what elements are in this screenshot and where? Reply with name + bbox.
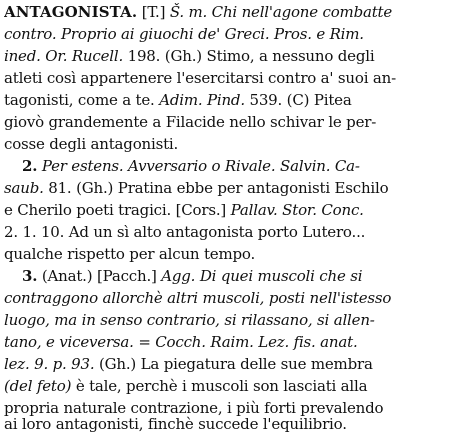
entry-line-12 (4, 242, 465, 266)
entry-line-15 (4, 308, 465, 332)
citation-source: saub. (4, 179, 44, 197)
definition-text: Chi nell'agone combatte (211, 3, 393, 21)
quotation-text: giovò grandemente a Filacide nello schivar le per- (4, 113, 377, 131)
quotation-text: 2. 1. 10. Ad un sì alto antagonista porto Lutero... (4, 223, 366, 241)
quotation-text: atleti così appartenere l'esercitarsi contro a' suoi an- (4, 69, 396, 87)
citation-number: 81. (48, 179, 72, 197)
entry-line-13 (22, 264, 465, 288)
definition-text: contro. Proprio ai giuochi de' Greci. Pros. e Rim. (4, 25, 364, 43)
quotation-text: è tale, perchè i muscoli son lasciati alla (75, 377, 368, 395)
citation-number: 198. (127, 47, 161, 65)
citation-source: ined. Or. Rucell. (4, 47, 124, 65)
quotation-text: qualche rispetto per alcun tempo. (4, 245, 256, 263)
entry-line-9 (4, 176, 465, 200)
definition-text: Agg. Di quei muscoli che si (161, 267, 363, 285)
entry-line-11 (4, 220, 465, 244)
entry-line-16 (4, 330, 465, 354)
source-tag: (C) (286, 91, 310, 109)
definition-text: contraggono allorchè altri muscoli, posti nell'istesso (4, 289, 392, 307)
quotation-gloss: (del feto) (4, 377, 72, 395)
quotation-text: ai loro antagonisti, finchè succede l'equilibrio. (4, 415, 347, 433)
entry-line-14 (4, 286, 465, 310)
entry-line-8 (22, 154, 465, 178)
separator-mark: = (138, 333, 151, 351)
quotation-text: Pratina ebbe per antagonisti Eschilo (117, 179, 389, 197)
quotation-text: Pitea (313, 91, 352, 109)
entry-line-4 (4, 66, 465, 90)
definition-text: luogo, ma in senso contrario, si rilassano, si allen- (4, 311, 375, 329)
entry-line-3 (4, 44, 465, 68)
source-tag: (Gh.) (164, 47, 202, 65)
domain-tag: (Anat.) (41, 267, 93, 285)
quotation-text: tagonisti, come a te. (4, 91, 155, 109)
entry-line-6 (4, 110, 465, 134)
quotation-text: Stimo, a nessuno degli (206, 47, 375, 65)
sense-number: 3. (22, 267, 38, 285)
quotation-text: La piegatura delle sue membra (140, 355, 373, 373)
quotation-text: propria naturale contrazione, i più forti prevalendo (4, 399, 384, 417)
grammar-tag: Š. m. (169, 3, 208, 21)
entry-line-5 (4, 88, 465, 112)
source-tag: [Pacch.] (96, 267, 157, 285)
quotation-text: cosse degli antagonisti. (4, 135, 179, 153)
citation-number: 539. (249, 91, 283, 109)
citation-source: Pallav. Stor. Conc. (230, 201, 364, 219)
citation-source: lez. 9. p. 93. (4, 355, 95, 373)
headword: ANTAGONISTA. (4, 3, 138, 21)
sense-number: 2. (22, 157, 38, 175)
entry-line-2 (4, 22, 465, 46)
entry-line-20 (4, 412, 465, 436)
source-tag: [Cors.] (175, 201, 227, 219)
definition-text: Per estens. Avversario o Rivale. Salvin. Ca- (41, 157, 360, 175)
source-tag: [T.] (141, 3, 166, 21)
entry-line-17 (4, 352, 465, 376)
citation-source: Adim. Pind. (159, 91, 245, 109)
source-tag: (Gh.) (98, 355, 137, 373)
entry-line-10 (4, 198, 465, 222)
quotation-text: e Cherilo poeti tragici. (4, 201, 172, 219)
entry-line-1 (4, 0, 465, 24)
definition-text: tano, e viceversa. (4, 333, 134, 351)
entry-line-18 (4, 374, 465, 398)
citation-source: Cocch. Raim. Lez. fis. anat. (155, 333, 358, 351)
entry-line-7 (4, 132, 465, 156)
source-tag: (Gh.) (76, 179, 114, 197)
